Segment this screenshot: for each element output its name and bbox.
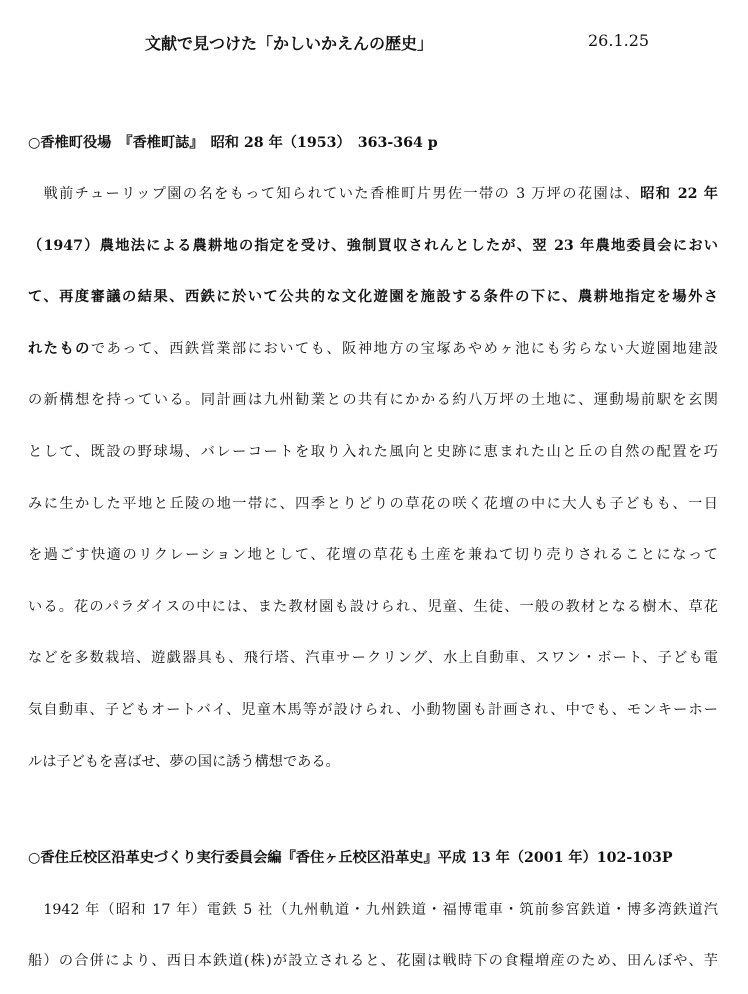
source-citation-2: ○香住丘校区沿革史づくり実行委員会編『香住ヶ丘校区沿革史』平成 13 年（2001 年）102-103P: [28, 850, 673, 866]
text-segment: を過ごす快適のリクレーション地として、花壇の草花も土産を兼ねて切り売りされることになって: [28, 547, 718, 564]
text-segment: として、既設の野球場、バレーコートを取り入れた風向と史跡に恵まれた山と丘の自然の配置を巧: [28, 444, 718, 460]
text-line: [28, 648, 718, 668]
bold-text: （1947）農地法による農耕地の指定を受け、強制買収されんとしたが、翌 23 年農地委員会におい: [28, 237, 718, 254]
text-line: [28, 900, 718, 920]
text-line: [28, 339, 718, 359]
text-line: [28, 442, 718, 462]
text-segment: であって、西鉄営業部においても、阪神地方の宝塚あやめヶ池にも劣らない大遊園地建設: [90, 340, 718, 357]
text-segment: 船）の合併により、西日本鉄道(株)が設立されると、花園は戦時下の食糧増産のため、田んぼや、芋: [28, 953, 718, 969]
bold-text: 昭和 22 年: [640, 186, 718, 202]
text-line: [28, 597, 718, 617]
text-line: [28, 752, 718, 772]
text-segment: 戦前チューリップ園の名をもって知られていた香椎町片男佐一帯の 3 万坪の花園は、: [28, 186, 641, 202]
document-title: 文献で見つけた「かしいかえんの歴史」: [145, 34, 434, 53]
document-date: 26.1.25: [588, 31, 650, 50]
text-segment: みに生かした平地と丘陵の地一帯に、四季とりどりの草花の咲く花壇の中に大人も子どもも、一日: [28, 495, 718, 512]
bold-text: て、再度審議の結果、西鉄に於いて公共的な文化遊園を施設する条件の下に、農耕地指定を場外さ: [28, 289, 718, 306]
text-line: [28, 184, 718, 204]
text-line: [28, 545, 718, 565]
text-line: [28, 390, 718, 410]
text-line: [28, 951, 718, 971]
text-segment: いる。花のパラダイスの中には、また教材園も設けられ、児童、生徒、一般の教材となる樹木、草花: [28, 598, 718, 615]
text-line: [28, 236, 718, 256]
text-segment: ルは子どもを喜ばせ、夢の国に誘う構想である。: [28, 753, 340, 770]
text-segment: の新構想を持っている。同計画は九州勧業との共有にかかる約八万坪の土地に、運動場前駅を玄関: [28, 392, 718, 409]
text-line: [28, 700, 718, 720]
text-segment: などを多数栽培、遊戯器具も、飛行塔、汽車サークリング、水上自動車、スワン・ボート、子ども電: [28, 650, 718, 667]
text-line: [28, 494, 718, 514]
text-segment: 1942 年（昭和 17 年）電鉄 5 社（九州軌道・九州鉄道・福博電車・筑前参宮鉄道・博多湾鉄道汽: [28, 902, 718, 918]
text-segment: 気自動車、子どもオートバイ、児童木馬等が設けられ、小動物園も計画され、中でも、モンキーホー: [28, 702, 718, 718]
bold-text: れたもの: [28, 340, 91, 357]
source-citation-1: ○香椎町役場 『香椎町誌』 昭和 28 年（1953） 363-364 p: [28, 135, 438, 151]
text-line: [28, 287, 718, 307]
